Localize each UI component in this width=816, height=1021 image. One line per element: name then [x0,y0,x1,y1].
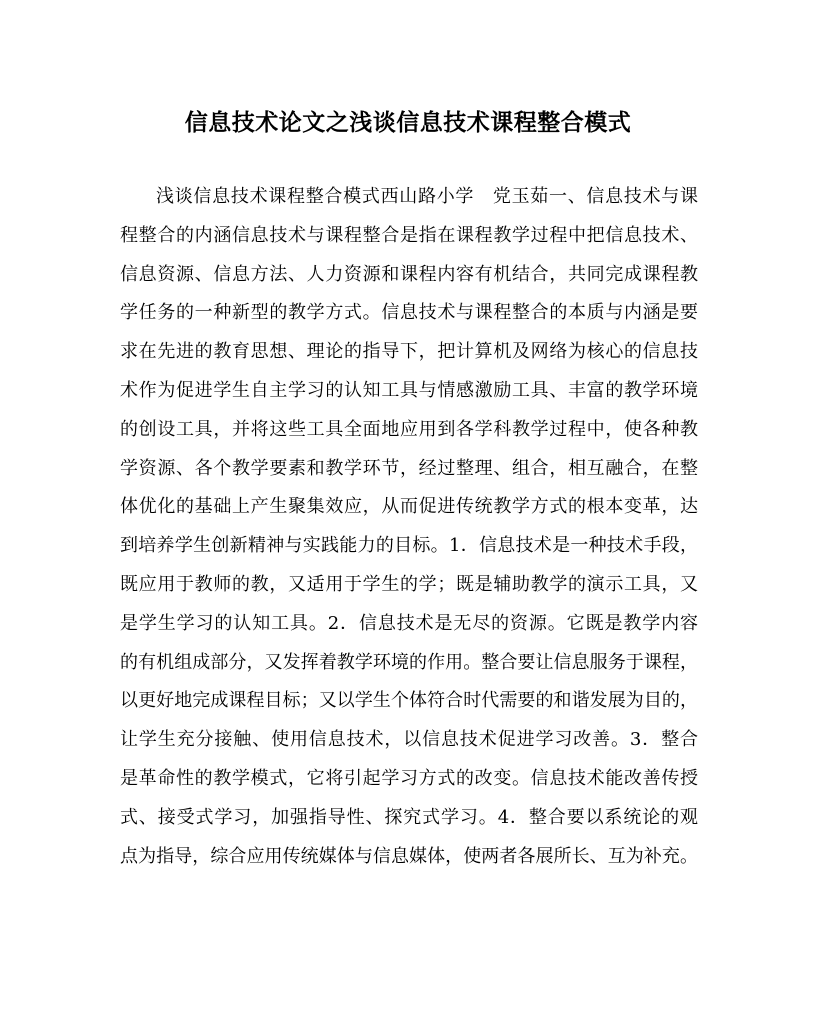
body-line: 信息资源、信息方法、人力资源和课程内容有机结合，共同完成课程教 [120,263,698,285]
body-line: 以更好地完成课程目标；又以学生个体符合时代需要的和谐发展为目的， [120,690,698,712]
body-line: 是学生学习的认知工具。2．信息技术是无尽的资源。它既是教学内容 [120,612,698,634]
body-line: 的创设工具，并将这些工具全面地应用到各学科教学过程中，使各种教 [120,418,698,440]
body-line: 求在先进的教育思想、理论的指导下，把计算机及网络为核心的信息技 [120,341,698,363]
body-line: 到培养学生创新精神与实践能力的目标。1．信息技术是一种技术手段， [120,535,698,557]
body-line: 是革命性的教学模式，它将引起学习方式的改变。信息技术能改善传授 [120,767,698,789]
body-line: 让学生充分接触、使用信息技术，以信息技术促进学习改善。3．整合 [120,729,698,751]
document-body [120,178,698,876]
document-title: 信息技术论文之浅谈信息技术课程整合模式 [184,109,632,136]
body-line: 既应用于教师的教，又适用于学生的学；既是辅助教学的演示工具，又 [120,573,698,595]
body-line: 术作为促进学生自主学习的认知工具与情感激励工具、丰富的教学环境 [120,379,698,401]
body-line: 的有机组成部分，又发挥着教学环境的作用。整合要让信息服务于课程， [120,651,698,673]
body-line: 学资源、各个教学要素和教学环节，经过整理、组合，相互融合，在整 [120,457,698,479]
body-line: 体优化的基础上产生聚集效应，从而促进传统教学方式的根本变革，达 [120,496,698,518]
body-line: 学任务的一种新型的教学方式。信息技术与课程整合的本质与内涵是要 [120,302,698,324]
body-line: 程整合的内涵信息技术与课程整合是指在课程教学过程中把信息技术、 [120,224,698,246]
body-line: 点为指导，综合应用传统媒体与信息媒体，使两者各展所长、互为补充。 [120,845,698,867]
body-line: 式、接受式学习，加强指导性、探究式学习。4．整合要以系统论的观 [120,806,698,828]
body-line: 浅谈信息技术课程整合模式西山路小学 党玉茹一、信息技术与课 [156,186,698,207]
